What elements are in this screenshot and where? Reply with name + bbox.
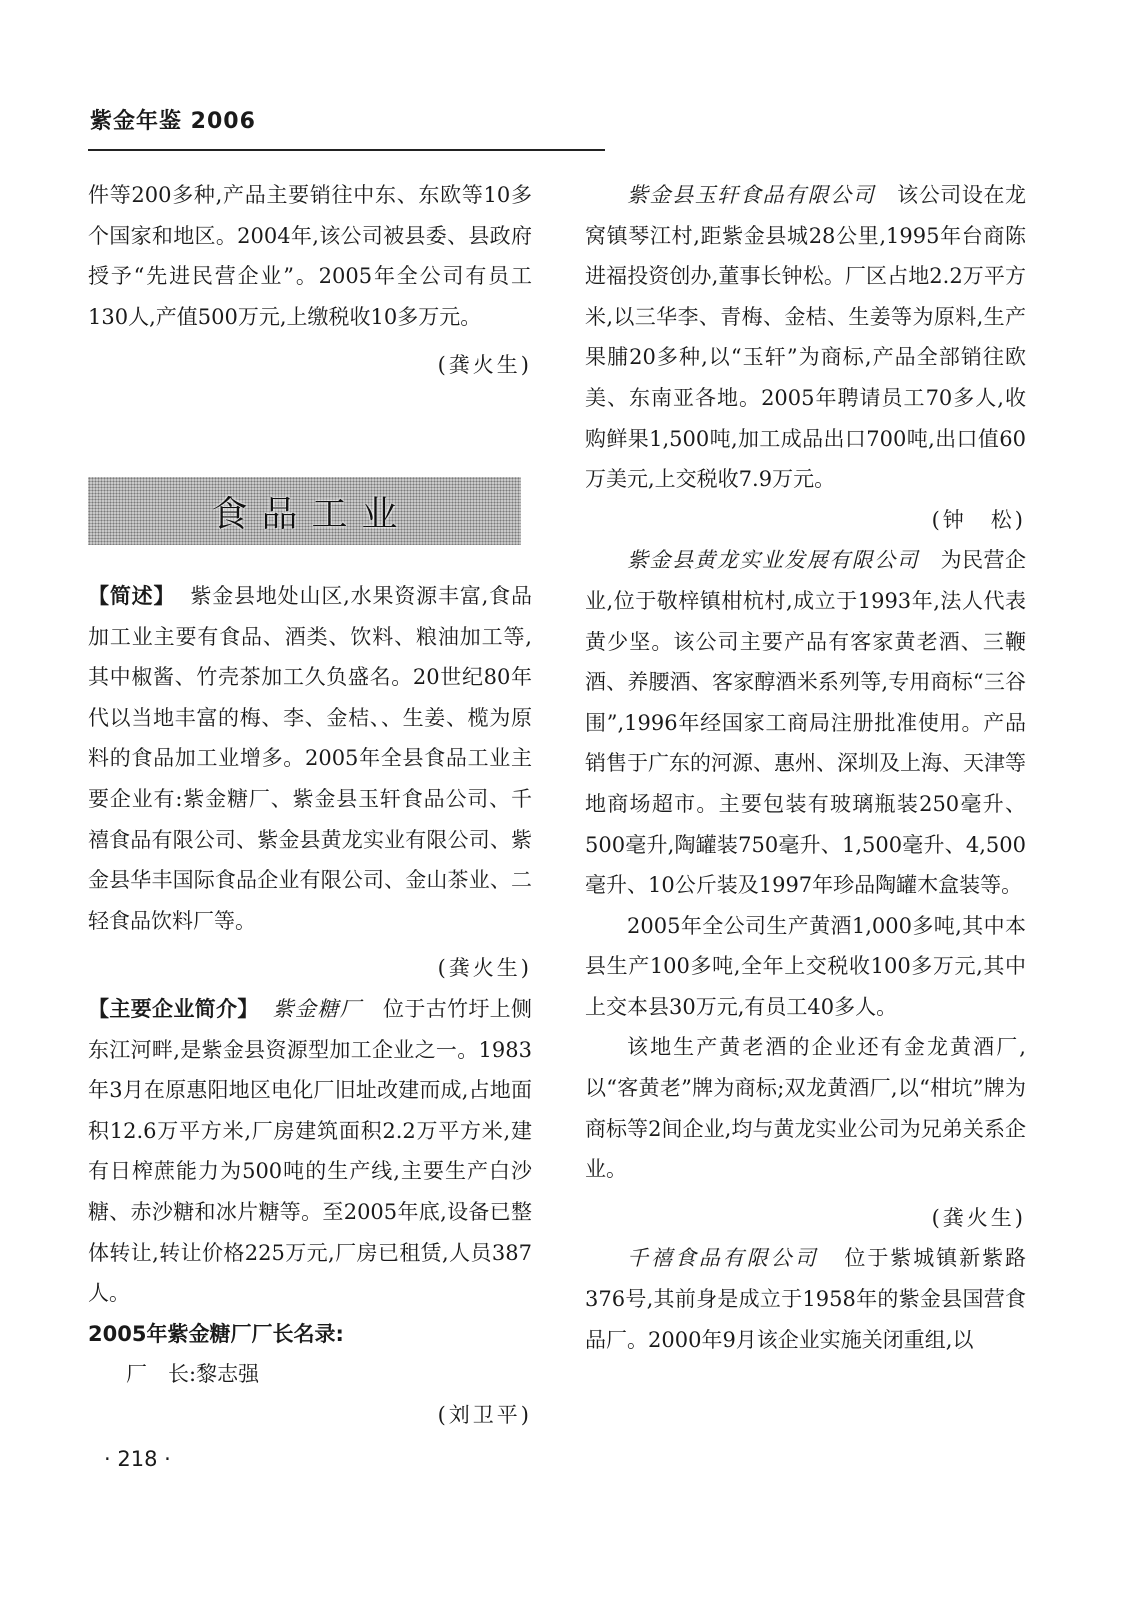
enterprise-text: 位于古竹圩上侧东江河畔,是紫金县资源型加工企业之一。1983年3月在原惠阳地区电化厂旧址改建而成,占地面积12.6万平方米,厂房建筑面积2.2万平方米,建有日榨蔗能力为500吨的生产线,主要生产白沙糖、赤沙糖和冰片糖等。至2005年底,设备已整体转让,转让价格225万元,厂房已租赁,人员387人。 [88,996,533,1306]
author-signature: (钟 松) [931,507,1026,532]
enterprise-paragraph [585,1238,1026,1360]
paragraph: 2005年全公司生产黄酒1,000多吨,其中本县生产100多吨,全年上交税收100多万元,其中上交本县30万元,有员工40多人。 [585,913,1026,1019]
summary-paragraph [88,576,532,941]
enterprise-paragraph [585,175,1026,500]
enterprise-text: 位于紫城镇新紫路376号,其前身是成立于1958年的紫金县国营食品厂。2000年9月该企业实施关闭重组,以 [585,1246,1027,1352]
page-number: · 218 · [104,1447,171,1471]
enterprise-name: 紫金县黄龙实业发展有限公司 [627,548,920,573]
paragraph: 该地生产黄老酒的企业还有金龙黄酒厂,以“客黄老”牌为商标;双龙黄酒厂,以“柑坑”牌为商标等2间企业,均与黄龙实业公司为兄弟关系企业。 [585,1035,1026,1182]
major-enterprise-paragraph [88,989,532,1314]
running-header: 紫金年鉴 2006 [90,109,256,134]
author-signature: (龚火生) [931,1205,1026,1230]
summary-label: 【简述】 [88,584,176,608]
author-signature: (龚火生) [437,353,532,378]
enterprise-name: 千禧食品有限公司 [627,1246,819,1271]
enterprise-paragraph [585,540,1026,905]
header-rule [88,149,605,151]
section-banner [88,477,521,545]
director-list-label: 2005年紫金糖厂厂长名录: [88,1321,344,1346]
enterprise-text: 该公司设在龙窝镇琴江村,距紫金县城28公里,1995年台商陈进福投资创办,董事长钟松。厂区占地2.2万平方米,以三华李、青梅、金桔、生姜等为原料,生产果脯20多种,以“玉轩”为商标,产品全部销往欧美、东南亚各地。2005年聘请员工70多人,收购鲜果1,500吨,加工成品出口700吨,出口值60万美元,上交税收7.9万元。 [585,183,1027,492]
enterprise-text: 为民营企业,位于敬梓镇柑杭村,成立于1993年,法人代表黄少坚。该公司主要产品有客家黄老酒、三鞭酒、养腰酒、客家醇酒米系列等,专用商标“三谷围”,1996年经国家工商局注册批准使用。产品销售于广东的河源、惠州、深圳及上海、天津等地商场超市。主要包装有玻璃瓶装250毫升、500毫升,陶罐装750毫升、1,500毫升、4,500毫升、10公斤装及1997年珍品陶罐木盒装等。 [585,548,1027,898]
author-signature: (龚火生) [437,956,532,981]
major-label: 【主要企业简介】 [88,996,259,1021]
director-list-item: 厂 长:黎志强 [126,1362,260,1387]
summary-text: 紫金县地处山区,水果资源丰富,食品加工业主要有食品、酒类、饮料、粮油加工等,其中椒酱、竹壳茶加工久负盛名。20世纪80年代以当地丰富的梅、李、金桔、、生姜、榄为原料的食品加工业增多。2005年全县食品工业主要企业有:紫金糖厂、紫金县玉轩食品公司、千禧食品有限公司、紫金县黄龙实业有限公司、紫金县华丰国际食品企业有限公司、金山茶业、二轻食品饮料厂等。 [88,584,532,933]
section-title: 食品工业 [211,493,412,535]
enterprise-name: 紫金县玉轩食品有限公司 [627,183,876,207]
author-signature: (刘卫平) [437,1402,532,1427]
left-column [88,175,532,386]
enterprise-name: 紫金糖厂 [272,996,362,1021]
right-column [585,175,1026,1360]
left-column-lower [88,576,532,1435]
paragraph: 件等200多种,产品主要销往中东、东欧等10多个国家和地区。2004年,该公司被县委、县政府授予“先进民营企业”。2005年全公司有员工130人,产值500万元,上缴税收10多万元。 [88,183,532,329]
